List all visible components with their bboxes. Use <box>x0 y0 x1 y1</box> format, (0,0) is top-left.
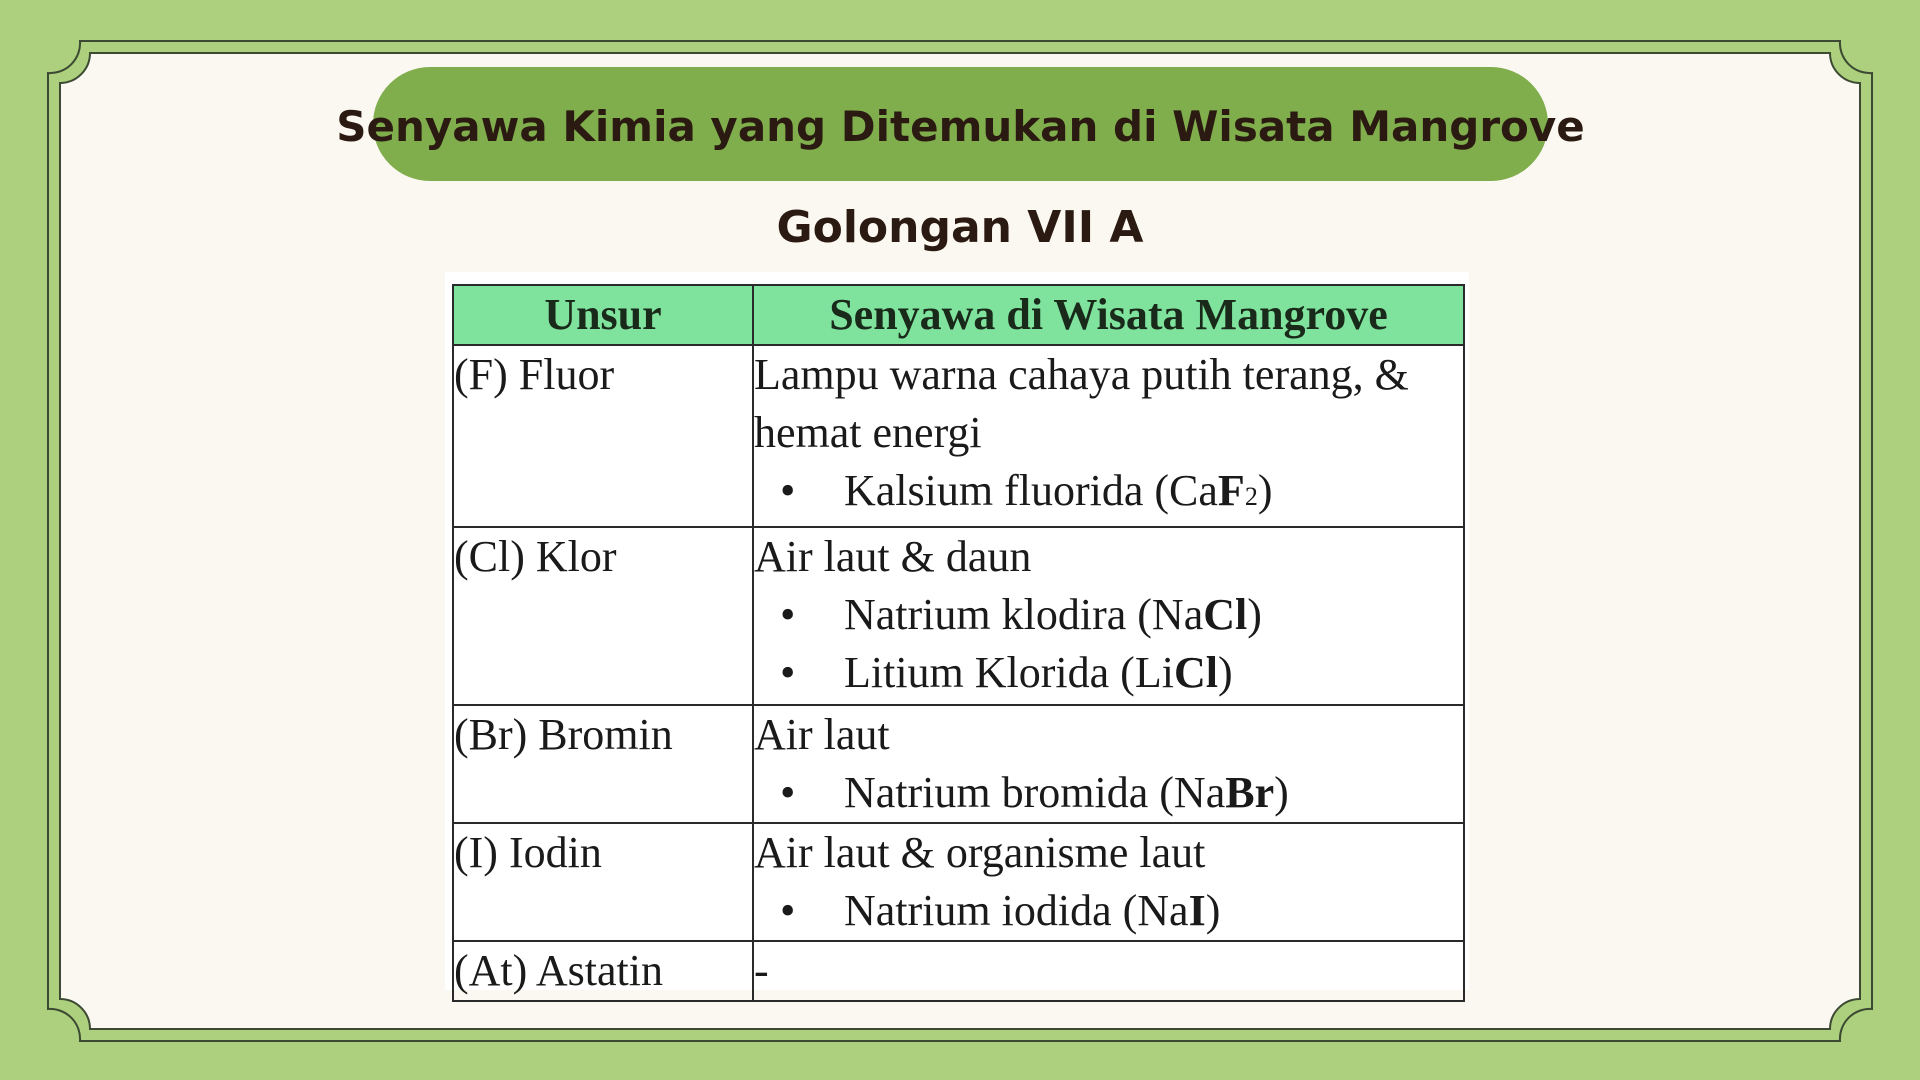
source-text: Air laut <box>754 710 890 759</box>
section-subtitle: Golongan VII A <box>776 202 1144 253</box>
source-text: Lampu warna cahaya putih terang, & hemat energi <box>754 350 1409 457</box>
bullet-icon: • <box>780 590 796 639</box>
source-text: - <box>754 946 769 995</box>
bullet-icon: • <box>780 886 796 935</box>
source-text: Air laut & organisme laut <box>754 828 1206 877</box>
cell-senyawa <box>753 823 1464 941</box>
title-banner <box>336 67 1585 181</box>
table-row <box>453 345 1464 527</box>
table-row <box>453 823 1464 941</box>
header-senyawa: Senyawa di Wisata Mangrove <box>753 285 1464 345</box>
compound-name: Kalsium fluorida (CaF2) <box>844 466 1273 515</box>
list-item <box>754 462 1463 526</box>
compound-name: Natrium iodida (NaI) <box>844 886 1221 935</box>
table-row <box>453 941 1464 1001</box>
compound-name: Litium Klorida (LiCl) <box>844 648 1233 697</box>
table-header-row <box>453 285 1464 345</box>
cell-unsur: (Cl) Klor <box>453 527 753 705</box>
cell-unsur: (F) Fluor <box>453 345 753 527</box>
source-text: Air laut & daun <box>754 532 1032 581</box>
cell-unsur: (Br) Bromin <box>453 705 753 823</box>
list-item <box>754 882 1463 940</box>
list-item <box>754 764 1463 822</box>
compound-name: Natrium klodira (NaCl) <box>844 590 1262 639</box>
table-row <box>453 705 1464 823</box>
cell-senyawa <box>753 941 1464 1001</box>
compound-name: Natrium bromida (NaBr) <box>844 768 1289 817</box>
table-image <box>445 272 1469 995</box>
bullet-icon: • <box>780 768 796 817</box>
cell-unsur: (I) Iodin <box>453 823 753 941</box>
list-item <box>754 586 1463 644</box>
bullet-icon: • <box>780 466 796 515</box>
cell-senyawa <box>753 345 1464 527</box>
table-row <box>453 527 1464 705</box>
cell-senyawa <box>753 705 1464 823</box>
bullet-icon: • <box>780 648 796 697</box>
list-item <box>754 644 1463 702</box>
cell-unsur: (At) Astatin <box>453 941 753 1001</box>
header-unsur: Unsur <box>453 285 753 345</box>
cell-senyawa <box>753 527 1464 705</box>
page-title: Senyawa Kimia yang Ditemukan di Wisata Mangrove <box>336 101 1585 151</box>
compound-table <box>452 284 1465 1002</box>
